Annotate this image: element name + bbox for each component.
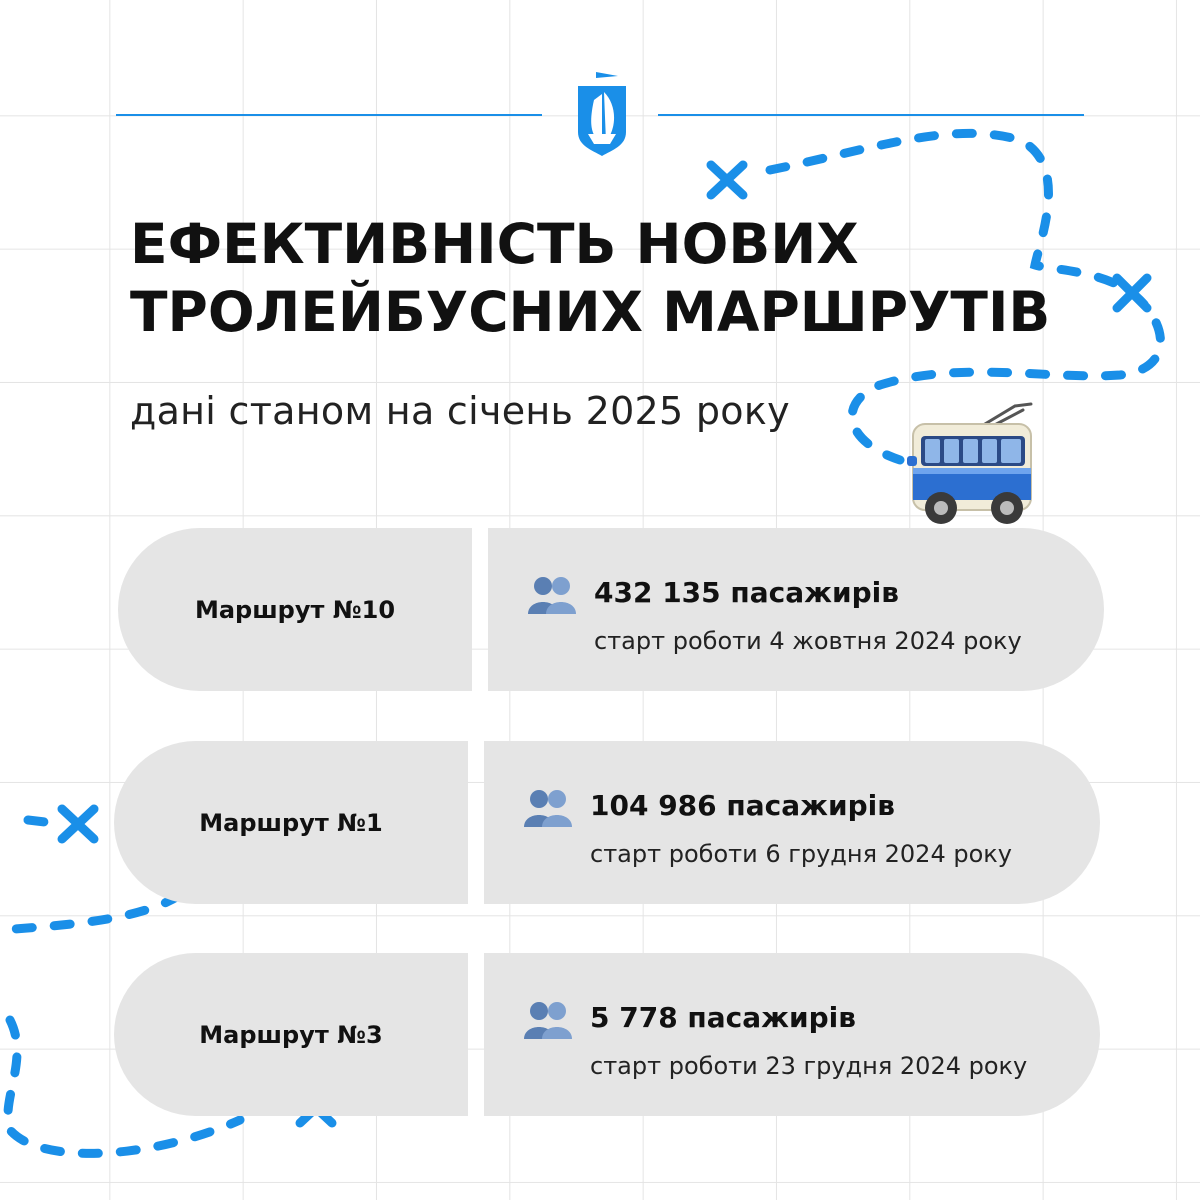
route-name-pill: [114, 953, 468, 1116]
route-name-pill: [118, 528, 472, 691]
title-line-2: ТРОЛЕЙБУСНИХ МАРШРУТІВ: [130, 280, 1051, 344]
route-stats-pill: [488, 528, 1104, 691]
route-name: Маршрут №3: [199, 1020, 383, 1049]
route-name: Маршрут №10: [194, 595, 396, 624]
start-date: старт роботи 4 жовтня 2024 року: [594, 627, 1022, 655]
route-card: [118, 528, 1104, 691]
route-stats-pill: [484, 953, 1100, 1116]
header-divider-left: [116, 114, 542, 116]
page-title: [130, 210, 1050, 346]
start-date: старт роботи 23 грудня 2024 року: [590, 1052, 1028, 1080]
start-date: старт роботи 6 грудня 2024 року: [590, 840, 1012, 868]
trolleybus-icon: [905, 400, 1040, 528]
city-coat-of-arms-icon: [574, 70, 630, 158]
route-card: [114, 741, 1100, 904]
passenger-count: 104 986 пасажирів: [590, 789, 895, 822]
people-icon: [528, 574, 576, 614]
people-icon: [524, 787, 572, 827]
page-subtitle: дані станом на січень 2025 року: [130, 389, 790, 433]
route-stats-pill: [484, 741, 1100, 904]
header-divider-right: [658, 114, 1084, 116]
route-card: [114, 953, 1100, 1116]
passenger-count: 432 135 пасажирів: [594, 576, 899, 609]
people-icon: [524, 999, 572, 1039]
passenger-count: 5 778 пасажирів: [590, 1001, 856, 1034]
route-name-pill: [114, 741, 468, 904]
route-name: Маршрут №1: [199, 808, 383, 837]
title-line-1: ЕФЕКТИВНІСТЬ НОВИХ: [130, 212, 859, 276]
